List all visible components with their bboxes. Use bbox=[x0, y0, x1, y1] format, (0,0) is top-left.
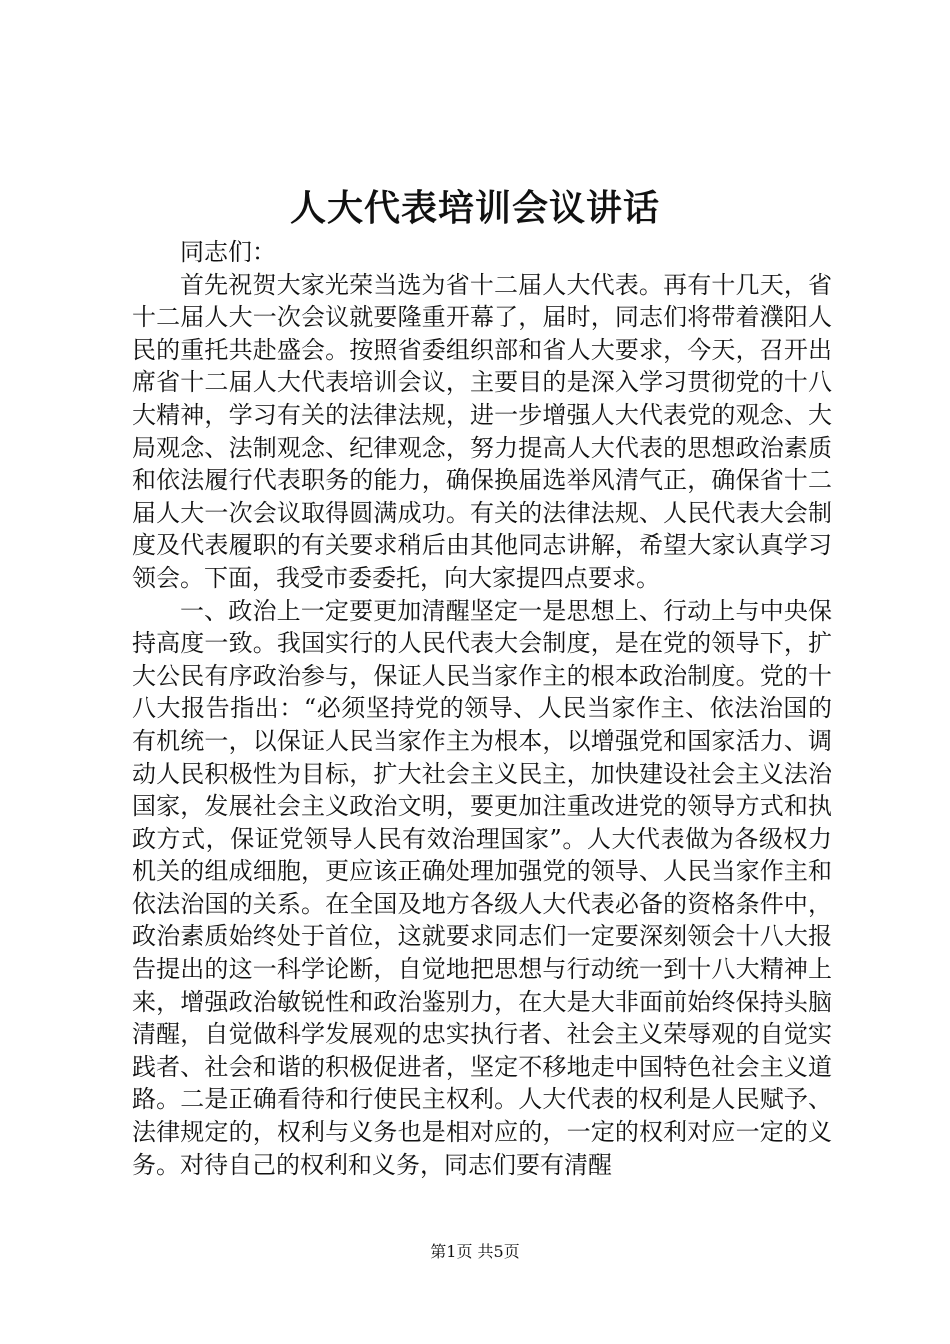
document-body bbox=[132, 236, 832, 1181]
salutation: 同志们： bbox=[180, 238, 276, 266]
page-number: 第1页 共5页 bbox=[430, 1242, 520, 1261]
page-footer bbox=[0, 1240, 950, 1264]
paragraph: 首先祝贺大家光荣当选为省十二届人大代表。再有十几天，省十二届人大一次会议就要隆重开幕了，届时，同志们将带着濮阳人民的重托共赴盛会。按照省委组织部和省人大要求，今天，召开出席省十二届人大代表培训会议，主要目的是深入学习贯彻党的十八大精神，学习有关的法律法规，进一步增强人大代表党的观念、大局观念、法制观念、纪律观念，努力提高人大代表的思想政治素质和依法履行代表职务的能力，确保换届选举风清气正，确保省十二届人大一次会议取得圆满成功。有关的法律法规、人民代表大会制度及代表履职的有关要求稍后由其他同志讲解，希望大家认真学习领会。下面，我受市委委托，向大家提四点要求。 bbox=[132, 270, 832, 592]
paragraph: 一、政治上一定要更加清醒坚定一是思想上、行动上与中央保持高度一致。我国实行的人民代表大会制度，是在党的领导下，扩大公民有序政治参与，保证人民当家作主的根本政治制度。党的十八大报告指出：“必须坚持党的领导、人民当家作主、依法治国的有机统一，以保证人民当家作主为根本，以增强党和国家活力、调动人民积极性为目标，扩大社会主义民主，加快建设社会主义法治国家，发展社会主义政治文明，要更加注重改进党的领导方式和执政方式，保证党领导人民有效治理国家”。人大代表做为各级权力机关的组成细胞，更应该正确处理加强党的领导、人民当家作主和依法治国的关系。在全国及地方各级人大代表必备的资格条件中，政治素质始终处于首位，这就要求同志们一定要深刻领会十八大报告提出的这一科学论断，自觉地把思想与行动统一到十八大精神上来，增强政治敏锐性和政治鉴别力，在大是大非面前始终保持头脑清醒，自觉做科学发展观的忠实执行者、社会主义荣辱观的自觉实践者、社会和谐的积极促进者，坚定不移地走中国特色社会主义道路。二是正确看待和行使民主权利。人大代表的权利是人民赋予、法律规定的，权利与义务也是相对应的，一定的权利对应一定的义务。对待自己的权利和义务，同志们要有清醒 bbox=[132, 596, 832, 1179]
document-title: 人大代表培训会议讲话 bbox=[289, 187, 660, 229]
